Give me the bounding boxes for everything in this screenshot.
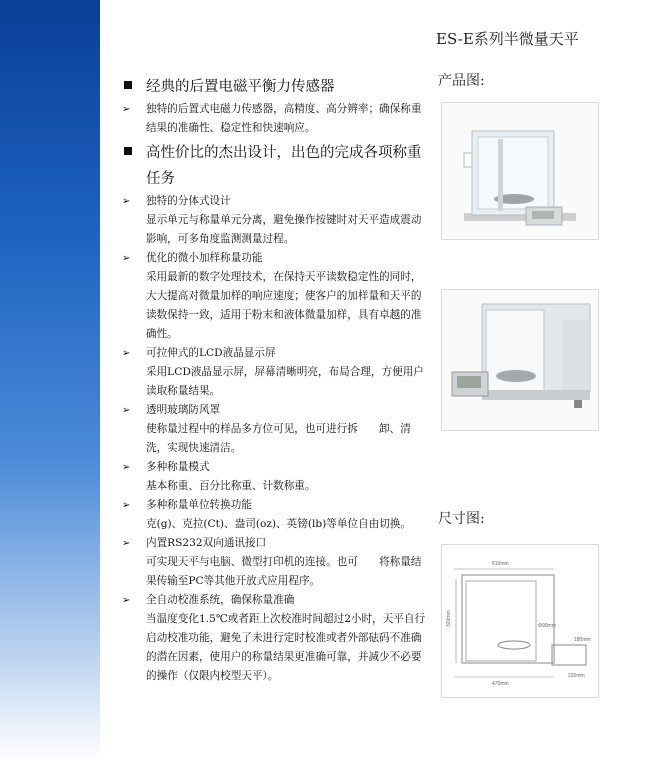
section-heading: 高性价比的杰出设计，出色的完成各项称重任务 [122,140,426,192]
arrow-bullet-icon: ➢ [122,104,131,115]
arrow-bullet-icon: ➢ [122,405,131,416]
feature-item: ➢ 多种称量单位转换功能 [122,496,426,515]
product-photo-side [441,289,599,431]
product-image-label: 产品图: [438,73,485,89]
feature-desc: 采用LCD液晶显示屏，屏幕清晰明亮，布局合理，方便用户读取称量结果。 [146,366,424,397]
feature-desc: 显示单元与称量单元分离，避免操作按键时对天平造成震动影响，可多角度监测测量过程。 [146,214,422,245]
feature-item: ➢ 可拉伸式的LCD液晶显示屏 [122,344,426,363]
feature-item: ➢ 内置RS232双向通讯接口 [122,534,426,553]
feature-item: ➢ 多种称量模式 [122,458,426,477]
feature-desc: 使称量过程中的样品多方位可见，也可进行拆 卸、清洗，实现快速清洁。 [146,423,411,454]
feature-list [122,70,426,686]
dim-display-label: 180mm [574,637,591,643]
feature-desc: 基本称重、百分比称重、计数称重。 [146,480,316,492]
dimension-drawing [441,544,599,698]
feature-desc: 当温度变化1.5℃或者距上次校准时间超过2小时，天平自行启动校准功能，避免了未进行定时校准或者外部砝码不准确的潜在因素，使用户的称量结果更准确可靠，并减少不必要的操作（仅限内校型天平）。 [146,613,426,682]
arrow-bullet-icon: ➢ [122,196,131,207]
size-image-label: 尺寸图: [438,511,485,527]
dim-depth-label: 470mm [492,681,509,687]
arrow-bullet-icon: ➢ [122,253,131,264]
arrow-bullet-icon: ➢ [122,595,131,606]
feature-item: ➢ 透明玻璃防风罩 [122,401,426,420]
arrow-bullet-icon: ➢ [122,462,131,473]
feature-desc: 可实现天平与电脑、微型打印机的连接。也可 将称量结果传输至PC等其他开放式应用程序。 [146,556,422,587]
section-heading: 经典的后置电磁平衡力传感器 [122,74,426,100]
feature-item: ➢ 优化的微小加样称量功能 [122,249,426,268]
feature-item: ➢ 独特的分体式设计 [122,192,426,211]
product-photo-front [441,102,599,240]
page-title: ES-E系列半微量天平 [436,30,579,48]
arrow-bullet-icon: ➢ [122,500,131,511]
arrow-bullet-icon: ➢ [122,538,131,549]
feature-item: ➢ 全自动校准系统，确保称量准确 [122,591,426,610]
arrow-bullet-icon: ➢ [122,348,131,359]
feature-desc: 采用最新的数字处理技术，在保持天平读数稳定性的同时，大大提高对微量加样的响应速度；使客户的加样量和天平的读数保持一致，适用于粉末和液体微量加样，具有卓越的准确性。 [146,271,422,340]
sidebar-gradient [0,0,100,762]
feature-item: ➢ 独特的后置式电磁力传感器，高精度、高分辨率；确保称重结果的准确性、稳定性和快速响应。 [122,100,426,138]
feature-desc: 克(g)、克拉(Ct)、盎司(oz)、英镑(lb)等单位自由切换。 [146,518,412,530]
dim-diameter-label: Φ90mm [538,623,556,629]
dim-width-label: 510mm [492,561,509,567]
dim-height-label: 320mm [446,610,452,627]
dim-display-depth-label: 220mm [568,673,585,679]
